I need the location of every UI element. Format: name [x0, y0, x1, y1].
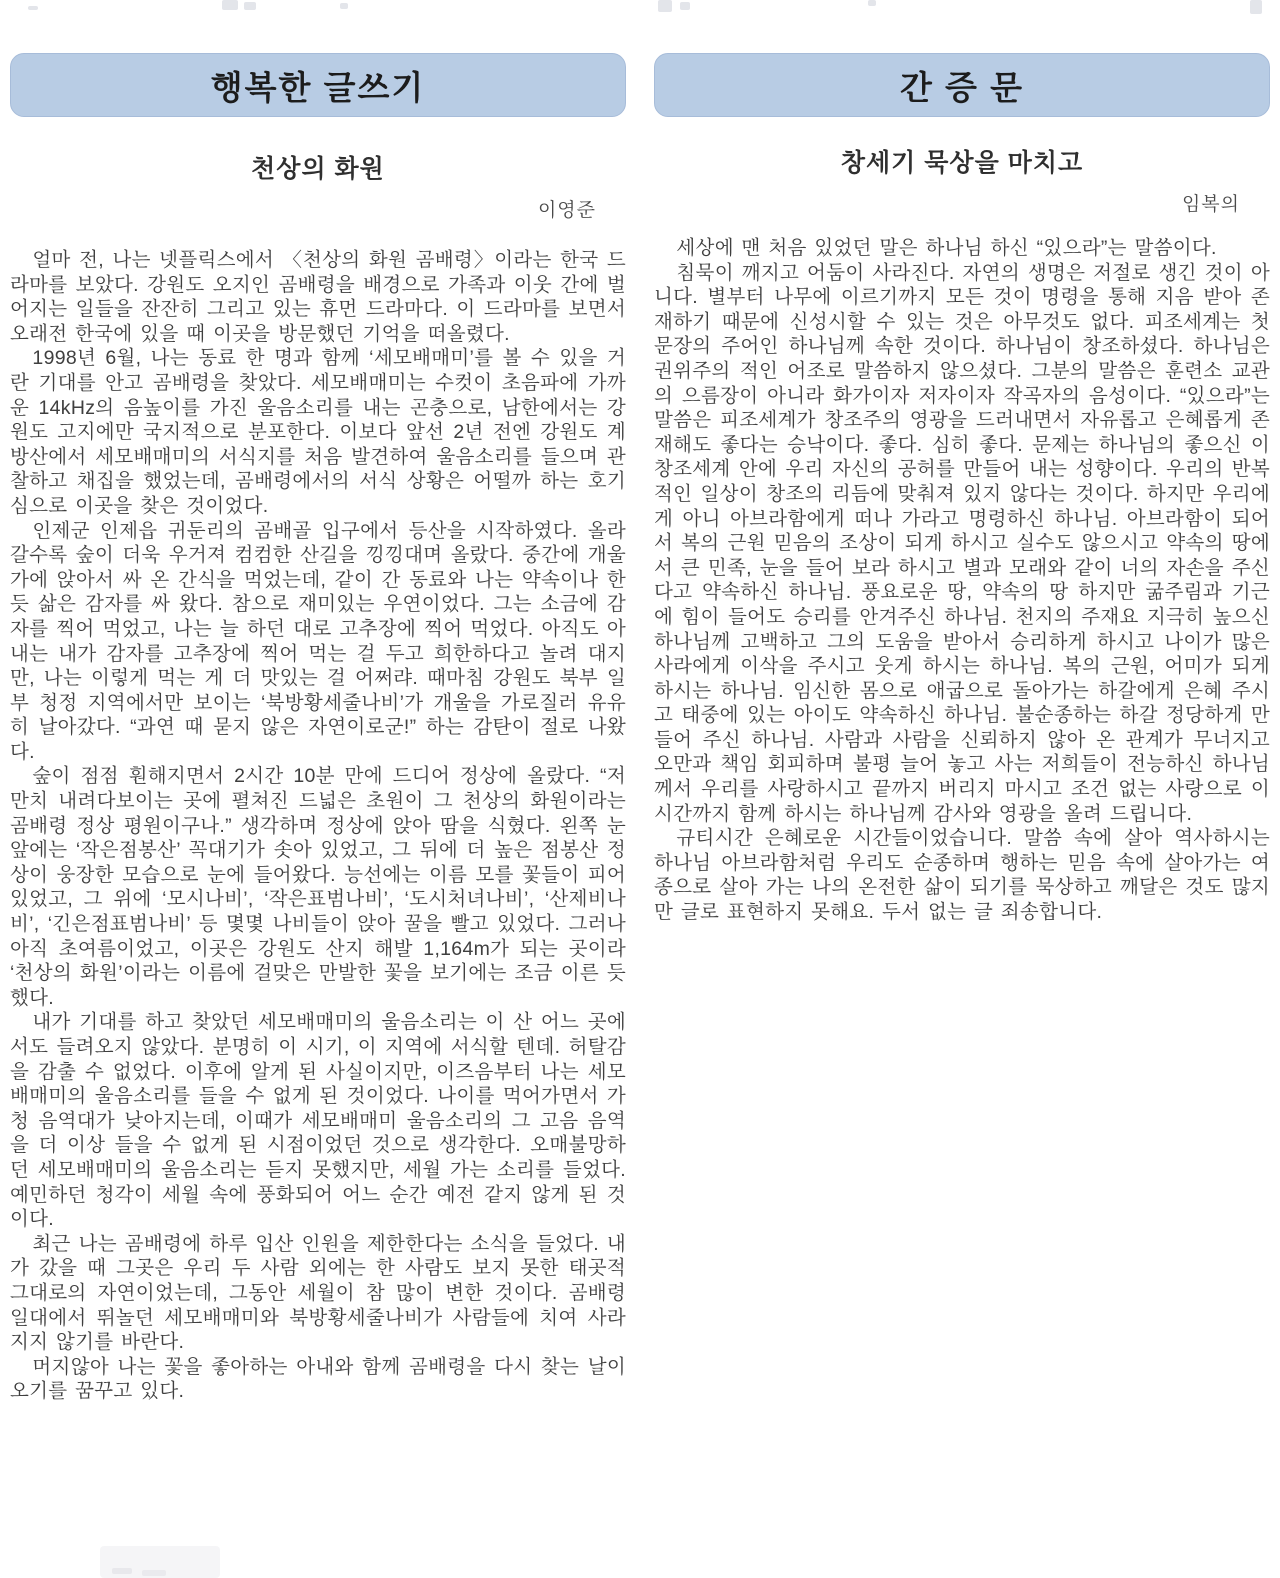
scan-artifact	[868, 0, 876, 6]
scan-artifact	[1250, 0, 1262, 14]
left-article-author: 이영준	[537, 200, 596, 221]
right-article-body	[654, 236, 1270, 925]
scan-artifact	[142, 1570, 166, 1576]
paragraph: 숲이 점점 훤해지면서 2시간 10분 만에 드디어 정상에 올랐다. “저만치 내려다보이는 곳에 펼쳐진 드넓은 초원이 그 천상의 화원이라는 곰배령 정상 평원이구나.” 생각하며 정상에 앉아 땀을 식혔다. 왼쪽 눈앞에는 ‘작은점봉산’ 꼭대기가 솟아 있었고, 그 뒤에 더 높은 점봉산 정상이 웅장한 모습으로 눈에 들어왔다. 능선에는 이름 모를 꽃들이 피어 있었고, 그 위에 ‘모시나비’, ‘작은표범나비’, ‘도시처녀나비’, ‘산제비나비’, ‘긴은점표범나비’ 등 몇몇 나비들이 앉아 꿀을 빨고 있었다. 그러나 아직 초여름이었고, 이곳은 강원도 산지 해발 1,164m가 되는 곳이라 ‘천상의 화원’이라는 이름에 걸맞은 만발한 꽃을 보기에는 조금 이른 듯했다.	[10, 765, 626, 1009]
scan-artifact	[658, 0, 672, 12]
left-section-banner-title: 행복한 글쓰기	[210, 68, 426, 106]
paragraph: 머지않아 나는 꽃을 좋아하는 아내와 함께 곰배령을 다시 찾는 날이 오기를 꿈꾸고 있다.	[10, 1355, 626, 1403]
paragraph: 얼마 전, 나는 넷플릭스에서 〈천상의 화원 곰배령〉이라는 한국 드라마를 보았다. 강원도 오지인 곰배령을 배경으로 가족과 이웃 간에 벌어지는 일들을 잔잔히 그리고 있는 휴먼 드라마다. 이 드라마를 보면서 오래전 한국에 있을 때 이곳을 방문했던 기억을 떠올렸다.	[10, 249, 626, 345]
left-section-banner	[10, 53, 626, 117]
paragraph: 인제군 인제읍 귀둔리의 곰배골 입구에서 등산을 시작하였다. 올라갈수록 숲이 더욱 우거져 컴컴한 산길을 낑낑대며 올랐다. 중간에 개울가에 앉아서 싸 온 간식을 먹었는데, 같이 간 동료와 나는 약속이나 한 듯 삶은 감자를 싸 왔다. 참으로 재미있는 우연이었다. 그는 소금에 감자를 찍어 먹었고, 나는 늘 하던 대로 고추장에 찍어 먹었다. 아직도 아내는 내가 감자를 고추장에 찍어 먹는 걸 두고 희한하다고 놀려 대지만, 나는 이렇게 먹는 게 더 맛있는 걸 어쩌랴. 때마침 강원도 북부 일부 청정 지역에서만 보이는 ‘북방황세줄나비’가 개울을 가로질러 유유히 날아갔다. “과연 때 묻지 않은 자연이로군!” 하는 감탄이 절로 나왔다.	[10, 519, 626, 763]
left-article-body	[10, 248, 626, 1404]
paragraph: 내가 기대를 하고 찾았던 세모배매미의 울음소리는 이 산 어느 곳에서도 들려오지 않았다. 분명히 이 시기, 이 지역에 서식할 텐데. 허탈감을 감출 수 없었다. 이후에 알게 된 사실이지만, 이즈음부터 나는 세모배매미의 울음소리를 들을 수 없게 된 것이었다. 나이를 먹어가면서 가청 음역대가 낮아지는데, 이때가 세모배매미 울음소리의 그 고음 음역을 더 이상 들을 수 없게 된 시점이었던 것으로 생각한다. 오매불망하던 세모배매미의 울음소리는 듣지 못했지만, 세월 가는 소리를 들었다. 예민하던 청각이 세월 속에 풍화되어 어느 순간 예전 같지 않게 된 것이다.	[10, 1011, 626, 1231]
scan-artifact	[28, 6, 38, 10]
paragraph: 세상에 맨 처음 있었던 말은 하나님 하신 “있으라”는 말씀이다.	[676, 237, 1217, 259]
paragraph: 최근 나는 곰배령에 하루 입산 인원을 제한한다는 소식을 들었다. 내가 갔을 때 그곳은 우리 두 사람 외에는 한 사람도 보지 못한 태곳적 그대로의 자연이었는데, 그동안 세월이 참 많이 변한 것이다. 곰배령 일대에서 뛰놀던 세모배매미와 북방황세줄나비가 사람들에 치여 사라지지 않기를 바란다.	[10, 1232, 626, 1354]
scan-artifact	[244, 2, 256, 10]
left-article-column	[10, 0, 626, 1404]
right-article-column	[654, 0, 1270, 1404]
right-section-banner-title: 간 증 문	[900, 68, 1024, 106]
scan-artifact	[222, 0, 238, 10]
paragraph: 침묵이 깨지고 어둠이 사라진다. 자연의 생명은 저절로 생긴 것이 아니다. 별부터 나무에 이르기까지 모든 것이 명령을 통해 지음 받아 존재하기 때문에 신성시할 수 있는 것은 아무것도 없다. 피조세계는 첫 문장의 주어인 하나님께 속한 것이다. 하나님이 창조하셨다. 하나님은 권위주의 적인 어조로 말씀하지 않으셨다. 그분의 말씀은 훈련소 교관의 으름장이 아니라 화가이자 저자이자 작곡자의 음성이다. “있으라”는 말씀은 피조세계가 창조주의 영광을 드러내면서 자유롭고 은혜롭게 존재해도 좋다는 승낙이다. 좋다. 심히 좋다. 문제는 하나님의 좋으신 이 창조세계 안에 우리 자신의 공허를 만들어 내는 성향이다. 우리의 반복 적인 일상이 창조의 리듬에 맞춰져 있지 않다는 것이다. 하지만 우리에게 아니 아브라함에게 떠나 가라고 명령하신 하나님. 아브라함이 되어서 복의 근원 믿음의 조상이 되게 하시고 실수도 않으시고 약속의 땅에서 큰 민족, 눈을 들어 보라 하시고 별과 모래와 같이 너의 자손을 주신다고 약속하신 하나님. 풍요로운 땅, 약속의 땅 하지만 굶주림과 기근에 힘이 들어도 승리를 안겨주신 하나님. 천지의 주재요 지극히 높으신 하나님께 고백하고 그의 도움을 받아서 승리하게 하시고 나이가 많은 사라에게 이삭을 주시고 웃게 하시는 하나님. 복의 근원, 어미가 되게 하시는 하나님. 임신한 몸으로 애굽으로 돌아가는 하갈에게 은혜 주시고 태중에 있는 아이도 약속하신 하나님. 불순종하는 하갈 정당하게 만들어 주신 하나님. 사람과 사람을 신뢰하지 않아 온 관계가 무너지고 오만과 책임 회피하며 불평 늘어 놓고 사는 저희들이 전능하신 하나님께서 우리를 사랑하시고 끝까지 버리지 마시고 조건 없는 사랑으로 이 시간까지 함께 하시는 하나님께 감사와 영광을 올려 드립니다.	[654, 261, 1270, 825]
scan-artifact	[340, 3, 348, 9]
right-section-banner	[654, 53, 1270, 117]
paragraph: 1998년 6월, 나는 동료 한 명과 함께 ‘세모배매미’를 볼 수 있을 거란 기대를 안고 곰배령을 찾았다. 세모배매미는 수컷이 초음파에 가까운 14kHz의 음높이를 가진 울음소리를 내는 곤충으로, 남한에서는 강원도 고지에만 국지적으로 분포한다. 이보다 앞선 2년 전엔 강원도 계방산에서 세모배매미의 서식지를 처음 발견하여 울음소리를 들으며 관찰하고 채집을 했었는데, 곰배령에서의 서식 상황은 어떨까 하는 호기심으로 이곳을 찾은 것이었다.	[10, 347, 626, 517]
scan-artifact	[680, 2, 690, 10]
scan-artifact	[112, 1568, 132, 1574]
paragraph: 규티시간 은혜로운 시간들이었습니다. 말씀 속에 살아 역사하시는 하나님 아브라함처럼 우리도 순종하며 행하는 믿음 속에 살아가는 여종으로 살아 가는 나의 온전한 삶이 되기를 묵상하고 깨달은 것도 많지만 글로 표현하지 못해요. 두서 없는 글 죄송합니다.	[654, 827, 1270, 924]
left-article-title: 천상의 화원	[251, 155, 385, 183]
right-article-author: 임복의	[1181, 194, 1240, 215]
right-article-title: 창세기 묵상을 마치고	[840, 149, 1084, 177]
